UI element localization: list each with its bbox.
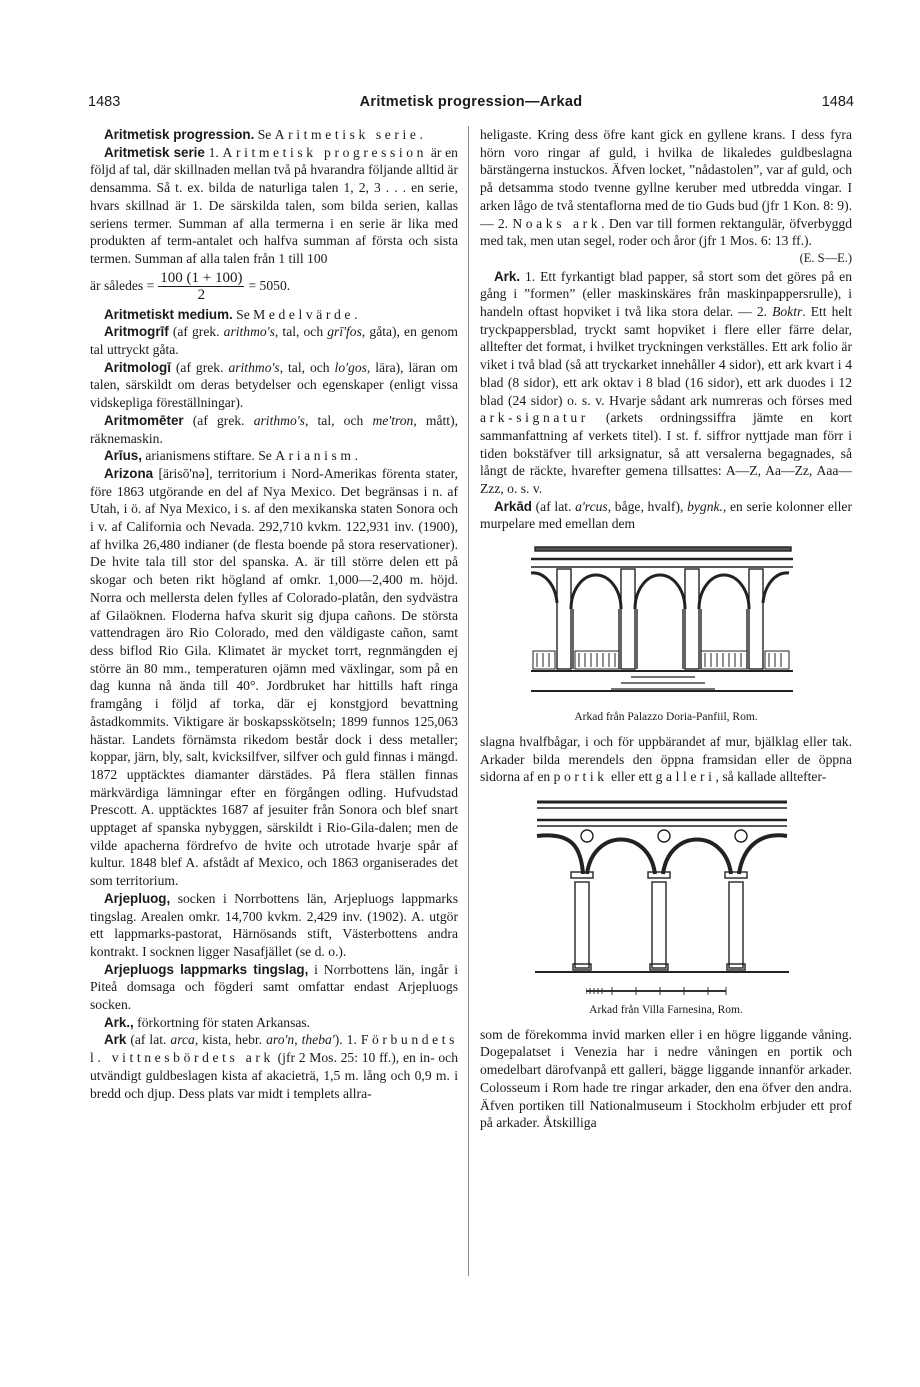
- entry-arius: [90, 447, 458, 465]
- etymon: arca: [170, 1032, 195, 1048]
- author-signature: (E. S—E.): [799, 250, 852, 265]
- etymon: theba': [301, 1032, 335, 1048]
- abbreviation: bygnk.: [687, 498, 723, 514]
- entry-text: i Norrbottens län, ingår i Piteå domsaga och fögderi samt omfattar endast Arjepluogs socken.: [90, 961, 459, 1013]
- entry-text: (af grek.: [168, 324, 224, 340]
- right-column: [480, 126, 852, 1132]
- etymon: me'tron: [372, 412, 414, 428]
- entry-text: (af grek.: [183, 412, 254, 428]
- entry-ark-papper: [480, 268, 852, 498]
- entry-text: , så kallade alltefter-: [715, 769, 827, 785]
- denominator: 2: [197, 286, 206, 303]
- sense-number: 1.: [204, 144, 223, 160]
- headword: Arjepluog,: [104, 890, 171, 906]
- entry-text: eller ett: [607, 769, 656, 785]
- entry-ark-kista: [90, 1031, 458, 1102]
- arcade-illustration-icon: [531, 543, 801, 703]
- entry-aritmometer: [90, 412, 458, 447]
- see-label: Se: [257, 127, 272, 142]
- formula-prefix: är således =: [90, 278, 155, 294]
- entry-text: . Ett helt tryckpappersblad, tryckt samt hopviket i flere eller färre delar, alltefter det format, i hvilket tryckningen verkställes. Ett ark folio är viket i två blad (så att tryckarket innehåller 4 sidor), ett ark kvart i 4 blad (8 sidor), ett ark oktav i 8 blad (16 sidor), ett ark duodes i 12 blad (24 sidor) o. s. v. Hvarje sådant ark numreras och förses med: [480, 304, 852, 408]
- entry-aritmetisk-serie: [90, 144, 458, 268]
- figure-villa-farnesina: [480, 796, 852, 1020]
- entry-arjepluogs-lappmarks-tingslag: [90, 961, 458, 1014]
- punct: .: [354, 448, 359, 464]
- spaced-term: ark-signatur: [480, 410, 589, 426]
- etymon: arithmo's: [223, 324, 275, 340]
- entry-ark-kista-continued: [480, 126, 853, 265]
- entry-text: socken i Norrbottens län, Arjepluogs lappmarks tingslag. Arealen omkr. 14,700 kvkm. 2,429 inv. (1902). A. utgör ett lappmarks-pastorat, Härnösands stift, Västerbottens andra kontrakt. I socknen ligger Nasafjället (se d. o.).: [90, 890, 458, 959]
- arcade-illustration-icon: [531, 796, 801, 986]
- entry-text: , tal, och: [304, 412, 373, 428]
- spaced-term: portik: [553, 769, 608, 785]
- etymon: a'rcus: [575, 498, 608, 514]
- entry-text: slagna hvalfbågar, i och för uppbärandet af mur, bjälklag eller tak. Arkader bilda merendels den öppna framsidan eller de öppna sidorna af en: [480, 733, 852, 785]
- headword: Arizona: [104, 465, 154, 481]
- sum-formula: [90, 270, 458, 303]
- entry-text: , tal, och: [279, 359, 335, 375]
- entry-text: är en följd af tal, där skillnaden mellan två på hvarandra följande alltid är densamma. Så t. ex. bilda de naturliga talen 1, 2, 3 . . . en serie, hvars skillnad är 1. De särskilda talen, som bilda serien, kallas seriens termer. Summan af alla termerna i en serie är lika med produkten af term-antalet och halfva summan af första och sista termen. Summan af alla talen från 1 till 100: [90, 144, 458, 266]
- headword: Ark.: [494, 268, 521, 284]
- left-page-number: 1483: [88, 94, 121, 110]
- entry-text: , tal, och: [274, 324, 328, 340]
- headword: Aritmetisk progression.: [104, 127, 255, 142]
- etymon: arithmo's: [253, 412, 305, 428]
- cross-reference: Aritmetisk serie: [274, 127, 420, 142]
- entry-text: ). 1.: [334, 1032, 361, 1048]
- entry-aritmetiskt-medium: [90, 306, 458, 324]
- entry-text: (af lat.: [126, 1032, 171, 1048]
- figure-caption: Arkad från Palazzo Doria-Panfiil, Rom.: [574, 711, 758, 724]
- headword: Aritmetiskt medium.: [104, 306, 233, 322]
- entry-text: heligaste. Kring dess öfre kant gick en gyllene krans. I dess fyra hörn voro ringar af guld, i hvilka de likaledes guldbeslagna bärstängerna instuckos. Äfven locket, ”nådastolen”, var af guld, och på detsamma stodo tvenne gyllne keruber med utbredda vingar. I arken lågo de två stentaflorna med de tio Guds bud (jfr 1 Kon. 8: 9). — 2.: [480, 127, 852, 231]
- headword: Ark: [104, 1032, 127, 1048]
- headword: Aritmogrīf: [104, 324, 169, 340]
- figure-caption: Arkad från Villa Farnesina, Rom.: [589, 1003, 743, 1016]
- formula-result: = 5050.: [248, 278, 291, 294]
- headword: Aritmomēter: [104, 412, 184, 428]
- entry-text: ,: [294, 1032, 302, 1048]
- entry-text: (af grek.: [170, 359, 229, 375]
- cross-reference: Medelvärde: [253, 306, 355, 322]
- see-label: Se: [236, 306, 250, 322]
- entry-text: , en serie kolonner eller murpelare med emellan dem: [480, 498, 852, 532]
- entry-text: , mått), räknemaskin.: [90, 412, 458, 446]
- fraction: [158, 270, 244, 303]
- scale-bar-icon: [586, 986, 746, 996]
- entry-text: , kista, hebr.: [194, 1032, 267, 1048]
- entry-arizona: [90, 465, 458, 890]
- entry-arkad-continued: [480, 733, 852, 786]
- entry-text: 1. Ett fyrkantigt blad papper, så stort som det göres på en gång i ”formen” (eller maskinskäres från maskinpappersrulle), i handeln oftast hopviket i två lika stora delar. — 2.: [480, 268, 852, 320]
- spaced-term: galleri: [655, 769, 716, 785]
- etymon: aro'n: [266, 1032, 295, 1048]
- headword: Arkād: [494, 498, 532, 514]
- spaced-term: Aritmetisk progression: [222, 144, 428, 160]
- spaced-term: Förbundets l. vittnesbördets ark: [90, 1032, 459, 1066]
- spaced-term: Noaks ark: [512, 215, 602, 231]
- entry-ark-abbrev: [90, 1014, 458, 1032]
- entry-text: , gåta), en genom tal uttryckt gåta.: [90, 324, 458, 358]
- entry-aritmogrif: [90, 323, 458, 358]
- headword: Arjepluogs lappmarks tingslag,: [104, 961, 309, 977]
- entry-arjepluog: [90, 890, 458, 961]
- right-page-number: 1484: [821, 94, 854, 110]
- headword: Ark.,: [104, 1014, 134, 1030]
- headword: Arīus,: [104, 448, 142, 464]
- etymon: lo'gos: [334, 359, 367, 375]
- entry-text: [ärisō'nə], territorium i Nord-Amerikas förenta stater, före 1863 utgörande en del af Nya Mexico. Det begränsas i n. af Utah, i ö. af Nya Mexico, i s. af den mexikanska staten Sonora och i v. af California och Nevada. 292,710 kvkm. 122,931 inv. (1900), af hvilka 26,480 indianer (de flesta boende på stora reservationer). De hvite tala till stor del spanska. A. är till större delen ett på skogar och beten rikt högland af omkr. 1,000—2,400 m. höjd. Norra och mellersta delen fylles af Colorado-platån, den sydvästra af Gilaöknen. Floderna hafva skurit sig djupa cañons. De största vattendragen äro Rio Colorado, med den väldigaste cañon, samt dess biflod Rio Gila. Klimatet är mycket torrt, regnmängden ej större än 80 mm., temperaturen ojämn med växlingar, som på en dag kunna nå ända till 40°. Jordbruket har hittills haft ringa framgång i följd af torka, där ej konstgjord bevattning åstadkommits. Viktigare är boskapsskötseln; 1899 funnos 125,063 hästar. Landets förnämsta rikedom består dock i dess metaller; koppar, järn, bly, salt, kvicksilfver, silfver och guld finnas i mängd. 1872 upptäcktes diamanter därstädes. På flera ställen finnas märkvärdiga lämningar efter en förgången odling. Hufvudstad Prescott. A. upptäcktes 1687 af jesuiter från Sonora och blef snart upptaget af spanska nybyggen, särskildt i Rio-Gila-dalen; men de vilde apacherna fördrefvo de hvite och utrotade hvarje spår af kultur. 1848 blef A. afstådt af Mexico, och 1863 organiserades det som territorium.: [90, 465, 458, 889]
- entry-text: (af lat.: [531, 498, 576, 514]
- cross-reference: Arianism: [275, 448, 355, 464]
- punct: .: [354, 306, 358, 322]
- entry-text: förkortning för staten Arkansas.: [133, 1014, 311, 1030]
- entry-text: , lära), läran om talen, särskildt om deras betydelser och egenskaper (enligt vissa vidskepliga föreställningar).: [90, 359, 458, 411]
- figure-palazzo-doria: [480, 543, 852, 727]
- punct: .: [419, 127, 423, 142]
- entry-text: . Den var till formen rektangulär, öfverbyggd med tak, men utan segel, roder och åror (jfr 1 Mos. 6: 13 ff.).: [480, 215, 853, 249]
- etymon: arithmo's: [228, 359, 280, 375]
- running-header: [88, 94, 854, 116]
- headword: Aritmologī: [104, 359, 171, 375]
- left-column: [90, 126, 458, 1102]
- column-divider: [468, 126, 469, 1276]
- abbreviation: Boktr: [772, 304, 803, 320]
- entry-text: som de förekomma invid marken eller i en högre liggande våning. Dogepalatset i Venezia har i nedre våningen en portik och omedelbart därofvanpå ett galleri, bägge liggande innanför arkader. Colosseum i Rom hade tre ringar arkader, den ena öfver den andra. Äfven portiken till Nationalmuseum i Stockholm erbjuder ett prof på arkader. Åtskilliga: [480, 1026, 852, 1131]
- entry-text: (arkets ordningssiffra jämte en kort sammanfattning af verkets titel). I st. f. siffror nyttjade man förr i tiden bokstäfver till arksignatur, så att versalerna begagnades, så långt de räckte, hvarefter gemena tillsattes: A—Z, Aa—Zz, Aaa—Zzz, o. s. v.: [480, 410, 852, 497]
- entry-arkad: [480, 498, 852, 533]
- entry-arkad-continued-2: [480, 1026, 852, 1132]
- headword: Aritmetisk serie: [104, 144, 205, 160]
- entry-aritmologi: [90, 359, 458, 412]
- etymon: grī'fos: [327, 324, 362, 340]
- numerator: 100 (1 + 100): [160, 269, 243, 286]
- entry-aritmetisk-progression: [90, 126, 458, 144]
- running-title: Aritmetisk progression—Arkad: [359, 94, 583, 110]
- entry-text: arianismens stiftare. Se: [141, 448, 276, 464]
- entry-text: , båge, hvalf),: [607, 498, 688, 514]
- entry-text: (jfr 2 Mos. 25: 10 ff.), en in- och utvändigt guldbeslagen kista af akacieträ, 1,5 m. lång och 0,9 m. i bredd och djup. Dess plats var midt i templets allra-: [90, 1050, 459, 1101]
